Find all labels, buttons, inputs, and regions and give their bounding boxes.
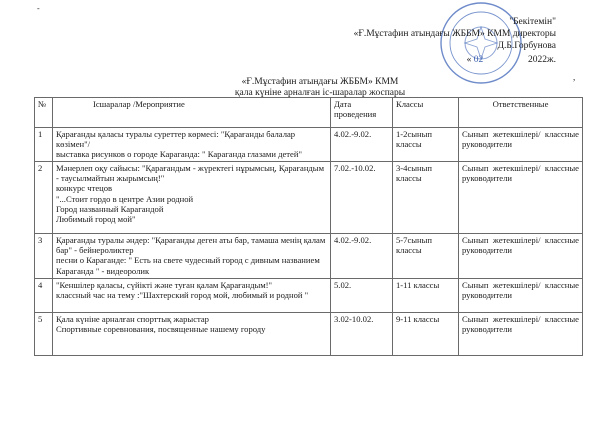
row-responsible: Сынып жетекшілері/ классные руководители: [459, 234, 583, 279]
date-year: 2022ж.: [528, 55, 556, 65]
header-event: Ісшаралар /Мероприятие: [53, 98, 331, 128]
row-event: Қарағанды туралы әндер: "Қарағанды деген аты бар, тамаша менің қалам бар" - бейнероликтер песни о Караганде: " Есть на свете чудесный город с дивным названием Караганда " - видеоролик: [53, 234, 331, 279]
row-num: 5: [35, 313, 53, 356]
row-event: Қала күніне арналған спорттық жарыстар Спортивные соревнования, посвященные нашему городу: [53, 313, 331, 356]
approval-director: «Ғ.Мұстафин атындағы ЖББМ» КММ директоры: [353, 29, 556, 39]
row-num: 3: [35, 234, 53, 279]
table-row: [35, 162, 583, 234]
row-event: "Кеншілер қаласы, сүйікті және туған қалам Қарағандым!" классный час на тему :"Шахтерский город мой, любимый и родной ": [53, 279, 331, 313]
table-header-row: [35, 98, 583, 128]
row-class: 9-11 классы: [393, 313, 459, 356]
page-mark: -: [37, 4, 40, 13]
row-class: 3-4сынып классы: [393, 162, 459, 234]
row-class: 1-11 классы: [393, 279, 459, 313]
table-row: [35, 128, 583, 162]
events-table: [34, 97, 583, 356]
row-date: 7.02.-10.02.: [331, 162, 393, 234]
row-responsible: Сынып жетекшілері/ классные руководители: [459, 128, 583, 162]
table-row: [35, 313, 583, 356]
date-prefix: «: [466, 55, 472, 65]
header-class: Классы: [393, 98, 459, 128]
row-date: 3.02-10.02.: [331, 313, 393, 356]
row-class: 1-2сынып классы: [393, 128, 459, 162]
approval-line: "Бекітемін": [509, 17, 556, 27]
header-date: Дата проведения: [331, 98, 393, 128]
row-event: Қарағанды қаласы туралы суреттер көрмесі: "Қарағанды балалар көзімен"/ выставка рисунков о городе Караганда: " Караганда глазами детей": [53, 128, 331, 162]
row-responsible: Сынып жетекшілері/ классные руководители: [459, 279, 583, 313]
row-responsible: Сынып жетекшілері/ классные руководители: [459, 313, 583, 356]
title-line-1: «Ғ.Мұстафин атындағы ЖББМ» КММ: [241, 77, 399, 87]
row-num: 1: [35, 128, 53, 162]
table-row: [35, 279, 583, 313]
row-class: 5-7сынып классы: [393, 234, 459, 279]
row-event: Мәнерлеп оқу сайысы: "Қарағандым - жүректегі нұрымсың, Қарағандым - таусылмайтын жырымсың!" конкурс чтецов "...Стоит гордо в центре Азии родной Город названный Карагандой Любимый город мой": [53, 162, 331, 234]
approval-block: [353, 16, 556, 65]
approval-signature-name: Д.Б.Горбунова: [497, 41, 556, 51]
header-num: №: [35, 98, 53, 128]
date-day: 02: [473, 55, 484, 65]
row-responsible: Сынып жетекшілері/ классные руководители: [459, 162, 583, 234]
title-line-2: қала күніне арналған іс-шаралар жоспары: [234, 88, 406, 98]
table-row: [35, 234, 583, 279]
page-mark-dot: ,: [573, 72, 576, 82]
row-date: 5.02.: [331, 279, 393, 313]
header-resp: Ответственные: [459, 98, 583, 128]
document-title: [180, 77, 460, 99]
approval-date: [467, 54, 556, 66]
row-num: 4: [35, 279, 53, 313]
row-num: 2: [35, 162, 53, 234]
row-date: 4.02.-9.02.: [331, 128, 393, 162]
row-date: 4.02.-9.02.: [331, 234, 393, 279]
